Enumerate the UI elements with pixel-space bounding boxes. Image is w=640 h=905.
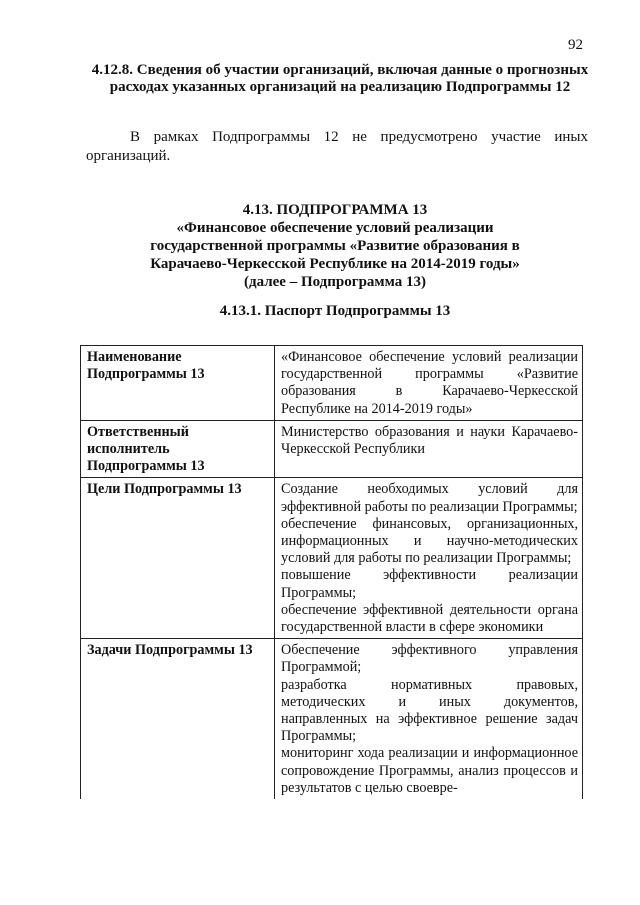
section-4-12-8-heading: 4.12.8. Сведения об участии организаций, включая данные о прогнозных расходах указанных организаций на реализацию Подпрограммы 12 [91,62,589,95]
table-row [81,420,583,478]
section-4-13-heading [120,201,550,291]
section-4-13-heading-line: (далее – Подпрограмма 13) [244,274,426,290]
page-number: 92 [568,37,583,53]
section-4-13-heading-line: Карачаево-Черкесской Республике на 2014-2019 годы» [150,256,520,272]
table-row [81,639,583,799]
row-value-line: Министерство образования и науки Карачаево-Черкесской Республики [281,423,578,458]
section-4-12-8-paragraph: В рамках Подпрограммы 12 не предусмотрено участие иных организаций. [86,129,588,164]
row-value-line: «Финансовое обеспечение условий реализации государственной программы «Развитие образования в Карачаево-Черкесской Республике на 2014-2019 годы» [281,349,578,417]
row-value-line: обеспечение эффективной деятельности органа государственной власти в сфере экономики [281,601,578,636]
table-row [81,346,583,421]
row-label-executor: Ответственный исполнитель Подпрограммы 13 [81,420,275,478]
row-value-line: обеспечение финансовых, организационных, информационных и научно-методических условий для работы по реализации Программы; [281,515,578,567]
row-value-name [275,346,583,421]
row-value-executor [275,420,583,478]
table-row [81,478,583,639]
row-label-name: Наименование Подпрограммы 13 [81,346,275,421]
section-4-13-heading-line: государственной программы «Развитие образования в [150,238,520,254]
section-4-13-heading-line: 4.13. ПОДПРОГРАММА 13 [242,202,428,218]
row-label-goals: Цели Подпрограммы 13 [81,478,275,639]
passport-table [80,345,583,799]
section-4-13-heading-line: «Финансовое обеспечение условий реализации [176,220,494,236]
section-4-13-1-heading: 4.13.1. Паспорт Подпрограммы 13 [219,303,451,319]
row-label-tasks: Задачи Подпрограммы 13 [81,639,275,799]
row-value-tasks [275,639,583,799]
row-value-line: повышение эффективности реализации Программы; [281,567,578,601]
row-value-line: разработка нормативных правовых, методических и иных документов, направленных на эффективное решение задач Программы; [281,676,578,745]
row-value-goals [275,478,583,639]
row-value-line: Обеспечение эффективного управления Программой; [281,642,578,676]
row-value-line: Создание необходимых условий для эффективной работы по реализации Программы; [281,481,578,515]
row-value-line: мониторинг хода реализации и информационное сопровождение Программы, анализ процессов и результатов с целью своевре- [281,745,578,796]
